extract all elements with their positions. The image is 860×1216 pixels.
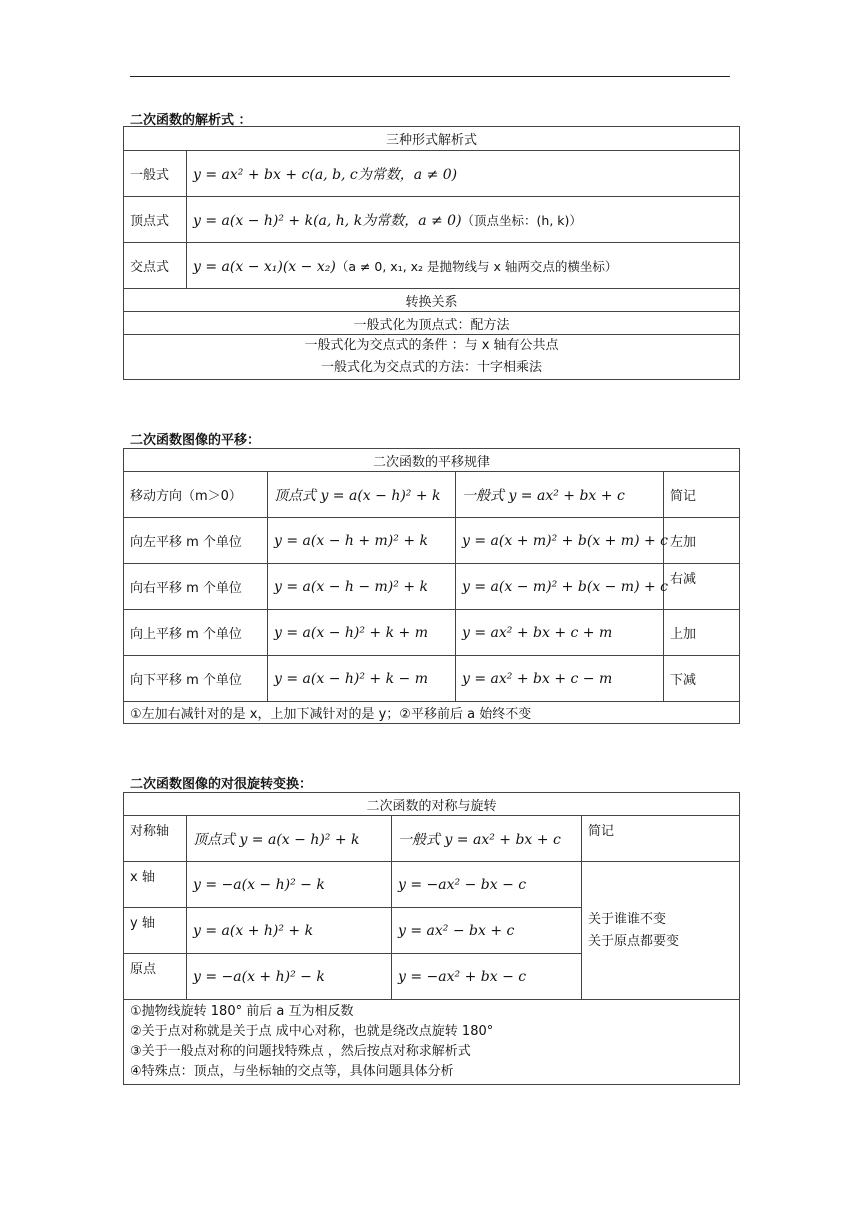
formula-general: y = ax² + bx + c(a, b, c为常数，a ≠ 0): [187, 151, 740, 197]
table-row: [124, 862, 740, 908]
header-general-form: 一般式 y = ax² + bx + c: [456, 472, 664, 518]
header-direction: 移动方向（m＞0）: [124, 472, 268, 518]
vertex-x: y = −a(x − h)² − k: [187, 862, 392, 908]
vertex-origin: y = −a(x + h)² − k: [187, 954, 392, 1000]
memo-line2: 关于原点都要变: [588, 933, 680, 949]
symmetry-table-title: 二次函数的对称与旋转: [124, 793, 740, 816]
translation-table: [123, 448, 740, 724]
translation-table-title: 二次函数的平移规律: [124, 449, 740, 472]
forms-table: [123, 126, 740, 380]
direction-up: 向上平移 m 个单位: [124, 610, 268, 656]
header-axis: 对称轴: [124, 816, 187, 862]
symmetry-notes: [124, 1000, 740, 1085]
forms-table-title: 三种形式解析式: [124, 127, 740, 151]
note-1: ①抛物线旋转 180° 前后 a 互为相反数: [130, 1004, 354, 1019]
direction-left: 向左平移 m 个单位: [124, 518, 268, 564]
memo-left: 左加: [664, 518, 740, 564]
section2-heading: 二次函数图像的平移：: [130, 433, 261, 448]
memo-line1: 关于谁谁不变: [588, 911, 667, 927]
general-right: y = a(x − m)² + b(x − m) + c: [456, 564, 664, 610]
note-3: ③关于一般点对称的问题找特殊点 ，然后按点对称求解析式: [130, 1044, 471, 1059]
header-vertex-form: 顶点式 y = a(x − h)² + k: [268, 472, 456, 518]
intercept-note: （a ≠ 0, x₁, x₂ 是抛物线与 x 轴两交点的横坐标）: [335, 258, 618, 274]
note-4: ④特殊点：顶点，与坐标轴的交点等，具体问题具体分析: [130, 1064, 454, 1079]
general-x: y = −ax² − bx − c: [392, 862, 582, 908]
axis-y: y 轴: [124, 908, 187, 954]
header-rule: [130, 76, 730, 77]
header-memo: 简记: [582, 816, 740, 862]
header-general-form: 一般式 y = ax² + bx + c: [392, 816, 582, 862]
convert-line1: 一般式化为顶点式：配方法: [124, 312, 740, 335]
convert-line2: 一般式化为交点式的条件 ：与 x 轴有公共点: [304, 338, 559, 353]
header-memo: 简记: [664, 472, 740, 518]
formula-vertex: y = a(x − h)² + k(a, h, k为常数，a ≠ 0): [193, 212, 462, 229]
axis-origin: 原点: [124, 954, 187, 1000]
general-up: y = ax² + bx + c + m: [456, 610, 664, 656]
table-row: [124, 656, 740, 702]
table-row: [124, 564, 740, 610]
general-left: y = a(x + m)² + b(x + m) + c: [456, 518, 664, 564]
memo-up: 上加: [664, 610, 740, 656]
section1-heading: 二次函数的解析式 ：: [130, 113, 252, 128]
formula-intercept-cell: [187, 243, 740, 289]
header-vertex-form: 顶点式 y = a(x − h)² + k: [187, 816, 392, 862]
row-label-vertex: 顶点式: [124, 197, 187, 243]
convert-title: 转换关系: [124, 289, 740, 312]
vertex-left: y = a(x − h + m)² + k: [268, 518, 456, 564]
section3-heading: 二次函数图像的对很旋转变换：: [130, 777, 313, 792]
vertex-right: y = a(x − h − m)² + k: [268, 564, 456, 610]
general-down: y = ax² + bx + c − m: [456, 656, 664, 702]
row-label-general: 一般式: [124, 151, 187, 197]
translation-footer: ①左加右减针对的是 x，上加下减针对的是 y；②平移前后 a 始终不变: [124, 702, 740, 724]
vertex-up: y = a(x − h)² + k + m: [268, 610, 456, 656]
convert-lines-cell: [124, 335, 740, 380]
direction-right: 向右平移 m 个单位: [124, 564, 268, 610]
memo-right: 右减: [664, 564, 740, 610]
vertex-coord-note: （顶点坐标：(h, k)）: [461, 212, 582, 228]
symmetry-memo: [582, 862, 740, 1000]
axis-x: x 轴: [124, 862, 187, 908]
table-row: [124, 610, 740, 656]
convert-line3: 一般式化为交点式的方法：十字相乘法: [321, 360, 543, 375]
symmetry-table: [123, 792, 740, 1085]
vertex-y: y = a(x + h)² + k: [187, 908, 392, 954]
general-origin: y = −ax² + bx − c: [392, 954, 582, 1000]
formula-vertex-cell: [187, 197, 740, 243]
note-2: ②关于点对称就是关于点 成中心对称，也就是绕改点旋转 180°: [130, 1024, 494, 1039]
direction-down: 向下平移 m 个单位: [124, 656, 268, 702]
general-y: y = ax² − bx + c: [392, 908, 582, 954]
memo-down: 下减: [664, 656, 740, 702]
formula-intercept: y = a(x − x₁)(x − x₂): [193, 258, 336, 275]
row-label-intercept: 交点式: [124, 243, 187, 289]
vertex-down: y = a(x − h)² + k − m: [268, 656, 456, 702]
table-row: [124, 518, 740, 564]
